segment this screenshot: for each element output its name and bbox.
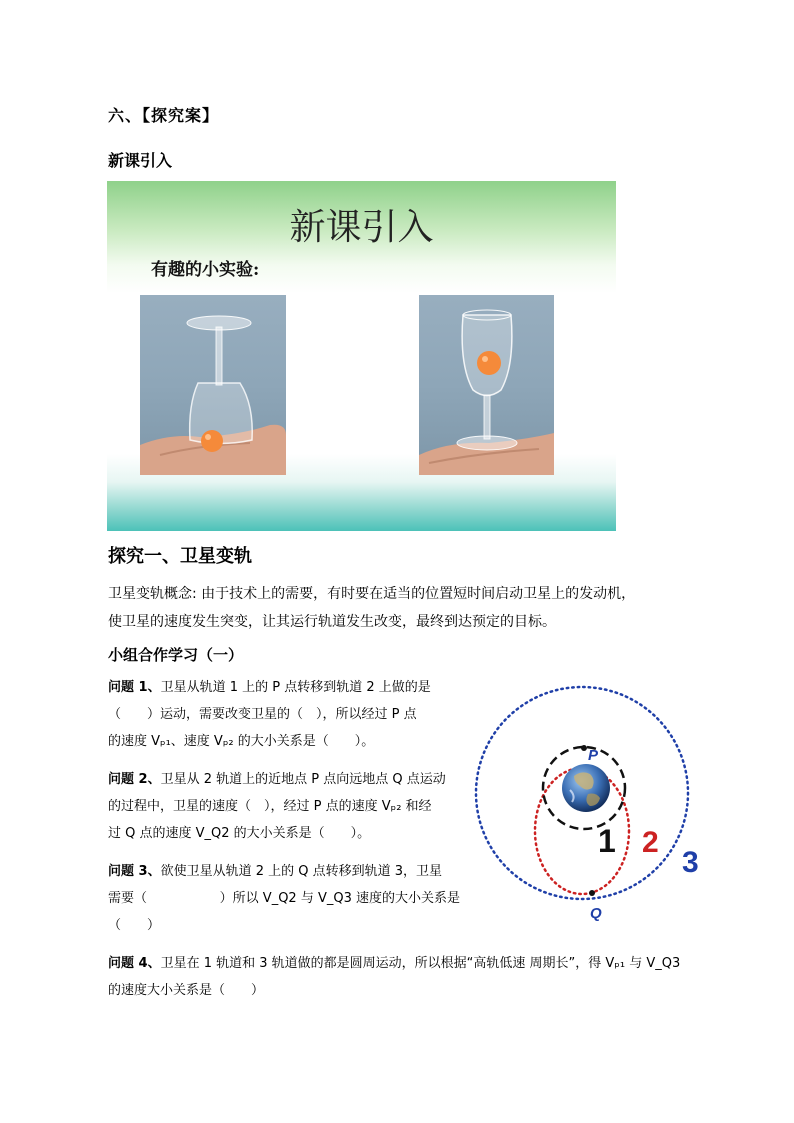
question-4: [108, 950, 708, 1004]
question-text: 卫星在 1 轨道和 3 轨道做的都是圆周运动，所以根据“高轨低速 周期长”，得 Vₚ₁ 与 V_Q3: [160, 956, 681, 971]
orbit-diagram: [470, 672, 710, 928]
question-label: 问题 4、: [108, 956, 161, 971]
question-text: 的速度大小关系是（ ）: [108, 983, 265, 998]
question-text: 的速度 Vₚ₁、速度 Vₚ₂ 的大小关系是（ ）。: [108, 734, 375, 749]
concept-paragraph: [108, 580, 708, 636]
point-p-label: P: [588, 747, 599, 764]
point-q-label: Q: [590, 905, 602, 922]
slide-subtitle: 有趣的小实验:: [151, 260, 260, 280]
question-text: 卫星从 2 轨道上的近地点 P 点向远地点 Q 点运动: [160, 772, 446, 787]
concept-line: 使卫星的速度发生突变，让其运行轨道发生改变，最终到达预定的目标。: [108, 614, 556, 630]
slide-title: 新课引入: [289, 207, 434, 248]
question-text: 的过程中，卫星的速度（ ），经过 P 点的速度 Vₚ₂ 和经: [108, 799, 432, 814]
question-1: [108, 674, 460, 755]
question-text: 欲使卫星从轨道 2 上的 Q 点转移到轨道 3，卫星: [160, 864, 443, 879]
question-label: 问题 1、: [108, 680, 161, 695]
lesson-intro-slide: [107, 181, 616, 531]
point-p-marker: [581, 745, 587, 751]
orbit-1-label: 1: [598, 823, 616, 859]
inverted-glass-photo: [140, 295, 286, 475]
upright-glass-photo: [419, 295, 554, 475]
earth-icon: [562, 764, 610, 812]
question-text: 过 Q 点的速度 V_Q2 的大小关系是（ ）。: [108, 826, 371, 841]
question-text: （ ）运动，需要改变卫星的（ ），所以经过 P 点: [108, 707, 417, 722]
explore-heading: 探究一、卫星变轨: [108, 546, 252, 567]
question-2: [108, 766, 460, 847]
question-label: 问题 3、: [108, 864, 161, 879]
section-heading: 六、【探究案】: [108, 106, 220, 125]
question-text: （ ）: [108, 918, 161, 933]
question-text: 卫星从轨道 1 上的 P 点转移到轨道 2 上做的是: [160, 680, 431, 695]
question-label: 问题 2、: [108, 772, 161, 787]
orbit-3-label: 3: [682, 846, 699, 879]
question-text: 需要（: [108, 891, 148, 906]
sub-heading: 新课引入: [108, 151, 173, 170]
group-heading: 小组合作学习（一）: [108, 646, 244, 664]
question-text: ）所以 V_Q2 与 V_Q3 速度的大小关系是: [219, 891, 460, 906]
question-3: [108, 858, 460, 939]
point-q-marker: [589, 890, 595, 896]
orbit-2-label: 2: [642, 826, 659, 859]
concept-line: 卫星变轨概念: 由于技术上的需要，有时要在适当的位置短时间启动卫星上的发动机，: [108, 586, 636, 602]
